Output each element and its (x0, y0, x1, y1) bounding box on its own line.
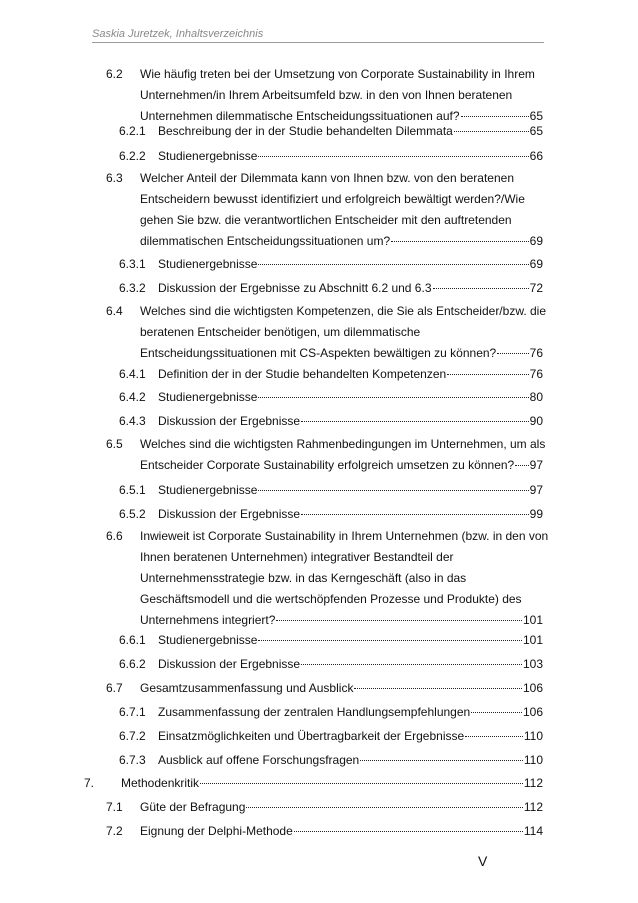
toc-entry-6-2-2[interactable] (119, 146, 543, 167)
dot-leader (497, 352, 528, 354)
toc-number: 6.2.2 (119, 149, 146, 163)
toc-number: 6.5 (106, 437, 123, 451)
toc-entry-6-4-2[interactable] (119, 387, 543, 408)
toc-page: 110 (523, 753, 543, 767)
toc-number: 6.4.1 (119, 367, 146, 381)
dot-leader (258, 396, 528, 398)
toc-title: Güte der Befragung (140, 800, 246, 814)
running-header: Saskia Juretzek, Inhaltsverzeichnis (92, 28, 264, 40)
toc-number: 6.4.2 (119, 390, 146, 404)
toc-page: 90 (529, 414, 543, 428)
toc-number: 6.6.2 (119, 657, 146, 671)
dot-leader (354, 687, 522, 689)
toc-entry-6-3[interactable] (106, 168, 543, 252)
toc-page: 101 (522, 613, 543, 627)
toc-page: 69 (529, 234, 543, 248)
toc-title-line: Welches sind die wichtigsten Rahmenbedingungen im Unternehmen, um als (140, 437, 546, 451)
toc-number: 6.4.3 (119, 414, 146, 428)
toc-number: 6.5.1 (119, 483, 146, 497)
toc-page: 76 (529, 367, 543, 381)
toc-title: Diskussion der Ergebnisse (158, 507, 301, 521)
toc-entry-6-3-2[interactable] (119, 278, 543, 299)
dot-leader (301, 513, 529, 515)
toc-entry-6-6[interactable] (106, 526, 549, 631)
dot-leader (454, 130, 529, 132)
toc-entry-6-2[interactable] (106, 64, 543, 127)
toc-number: 7.1 (106, 800, 123, 814)
toc-entry-6-4-3[interactable] (119, 411, 543, 432)
toc-entry-6-7-2[interactable] (119, 726, 543, 747)
toc-title-line: Entscheidungssituationen mit CS-Aspekten bewältigen zu können? (140, 346, 497, 360)
dot-leader (200, 782, 523, 784)
toc-entry-6-7-1[interactable] (119, 702, 543, 723)
toc-title-line: Entscheidern bewusst identifiziert und erfolgreich bewältigt werden?/Wie (140, 192, 525, 206)
toc-title: Ausblick auf offene Forschungsfragen (158, 753, 360, 767)
toc-entry-6-7[interactable] (106, 678, 543, 699)
dot-leader (258, 263, 528, 265)
toc-entry-7-1[interactable] (106, 797, 543, 818)
toc-title-line: Unternehmensstrategie bzw. in das Kerngeschäft (also in das (140, 571, 467, 585)
toc-page: 101 (522, 633, 543, 647)
dot-leader (471, 711, 522, 713)
toc-title-line: Entscheider Corporate Sustainability erfolgreich umsetzen zu können? (140, 458, 515, 472)
toc-entry-7-2[interactable] (106, 821, 543, 842)
toc-title-line: Unternehmen dilemmatische Entscheidungssituationen auf? (140, 109, 460, 123)
dot-leader (515, 464, 528, 466)
toc-title: Einsatzmöglichkeiten und Übertragbarkeit der Ergebnisse (158, 729, 465, 743)
toc-title: Diskussion der Ergebnisse (158, 414, 301, 428)
dot-leader (258, 155, 528, 157)
toc-title: Gesamtzusammenfassung und Ausblick (140, 681, 354, 695)
toc-page: 69 (529, 257, 543, 271)
toc-title: Beschreibung der in der Studie behandelten Dilemmata (158, 124, 453, 138)
toc-number: 6.3.2 (119, 281, 146, 295)
dot-leader (447, 373, 528, 375)
toc-title: Studienergebnisse (158, 483, 258, 497)
toc-title: Studienergebnisse (158, 633, 258, 647)
toc-title-line: Wie häufig treten bei der Umsetzung von Corporate Sustainability in Ihrem (140, 67, 535, 81)
toc-title: Diskussion der Ergebnisse zu Abschnitt 6.2 und 6.3 (158, 281, 432, 295)
toc-title: Studienergebnisse (158, 390, 258, 404)
toc-number: 6.7.3 (119, 753, 146, 767)
toc-page: 106 (522, 705, 543, 719)
toc-entry-6-6-1[interactable] (119, 630, 543, 651)
toc-number: 6.4 (106, 304, 123, 318)
toc-number: 6.3 (106, 171, 123, 185)
toc-title-line: beratenen Entscheider benötigen, um dilemmatische (140, 325, 421, 339)
toc-number: 6.2 (106, 67, 123, 81)
dot-leader (465, 735, 523, 737)
dot-leader (276, 619, 522, 621)
toc-number: 6.2.1 (119, 124, 146, 138)
toc-title-line: Welcher Anteil der Dilemmata kann von Ihnen bzw. von den beratenen (140, 171, 515, 185)
toc-title-line: dilemmatischen Entscheidungssituationen um? (140, 234, 391, 248)
toc-number: 7.2 (106, 824, 123, 838)
toc-title: Zusammenfassung der zentralen Handlungsempfehlungen (158, 705, 471, 719)
toc-number: 7. (84, 776, 95, 790)
toc-title-line: Unternehmen/in Ihrem Arbeitsumfeld bzw. in den von Ihnen beratenen (140, 88, 513, 102)
toc-page: 110 (523, 729, 543, 743)
toc-page: 72 (529, 281, 543, 295)
dot-leader (360, 759, 523, 761)
dot-leader (258, 489, 528, 491)
dot-leader (294, 830, 523, 832)
header-rule (92, 42, 544, 43)
toc-page: 99 (529, 507, 543, 521)
toc-title: Studienergebnisse (158, 149, 258, 163)
toc-title: Studienergebnisse (158, 257, 258, 271)
toc-page: 97 (529, 458, 543, 472)
dot-leader (301, 663, 522, 665)
toc-page: 65 (529, 109, 543, 123)
page-number: V (478, 853, 488, 869)
toc-title: Definition der in der Studie behandelten Kompetenzen (158, 367, 447, 381)
toc-number: 6.5.2 (119, 507, 146, 521)
toc-entry-6-5-2[interactable] (119, 504, 543, 525)
toc-title: Diskussion der Ergebnisse (158, 657, 301, 671)
toc-title: Methodenkritik (121, 776, 200, 790)
toc-number: 6.6 (106, 529, 123, 543)
dot-leader (391, 240, 528, 242)
dot-leader (461, 115, 529, 117)
toc-entry-6-5[interactable] (106, 434, 546, 476)
toc-entry-6-2-1[interactable] (119, 121, 543, 142)
toc-page: 103 (522, 657, 543, 671)
toc-page: 106 (522, 681, 543, 695)
toc-title-line: Geschäftsmodell und die wertschöpfenden Prozesse und Produkte) des (140, 592, 522, 606)
toc-title-line: Ihnen beratenen Unternehmen) integrativer Bestandteil der (140, 550, 454, 564)
toc-page: 97 (529, 483, 543, 497)
toc-number: 6.3.1 (119, 257, 146, 271)
toc-number: 6.6.1 (119, 633, 146, 647)
toc-title-line: gehen Sie bzw. die verantwortlichen Entscheider mit den auftretenden (140, 213, 512, 227)
toc-title-line: Welches sind die wichtigsten Kompetenzen, die Sie als Entscheider/bzw. die (140, 304, 547, 318)
toc-entry-6-6-2[interactable] (119, 654, 543, 675)
dot-leader (433, 287, 529, 289)
toc-page: 114 (523, 824, 543, 838)
toc-number: 6.7 (106, 681, 123, 695)
dot-leader (301, 420, 529, 422)
dot-leader (258, 639, 522, 641)
toc-page: 80 (529, 390, 543, 404)
toc-number: 6.7.2 (119, 729, 146, 743)
toc-entry-7[interactable] (84, 773, 543, 794)
toc-page: 112 (523, 776, 543, 790)
toc-number: 6.7.1 (119, 705, 146, 719)
toc-page: 66 (529, 149, 543, 163)
toc-entry-6-4-1[interactable] (119, 364, 543, 385)
toc-entry-6-4[interactable] (106, 301, 547, 364)
toc-page: 65 (529, 124, 543, 138)
toc-entry-6-7-3[interactable] (119, 750, 543, 771)
toc-page: 112 (523, 800, 543, 814)
toc-title-line: Unternehmens integriert? (140, 613, 276, 627)
toc-entry-6-3-1[interactable] (119, 254, 543, 275)
toc-title: Eignung der Delphi-Methode (140, 824, 293, 838)
toc-entry-6-5-1[interactable] (119, 480, 543, 501)
toc-title-line: Inwieweit ist Corporate Sustainability in Ihrem Unternehmen (bzw. in den von (140, 529, 549, 543)
toc-page: 76 (529, 346, 543, 360)
dot-leader (246, 806, 522, 808)
